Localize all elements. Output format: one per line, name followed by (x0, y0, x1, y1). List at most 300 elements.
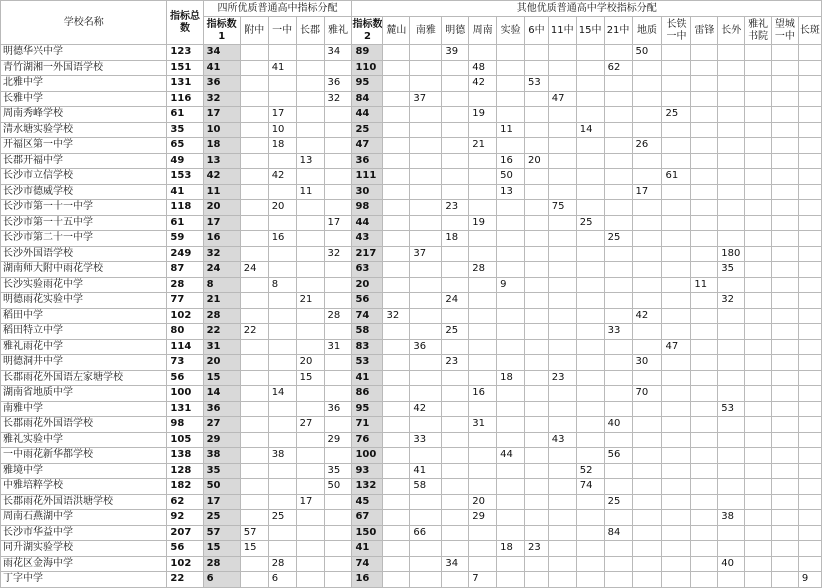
group2-value-cell (745, 308, 772, 324)
group2-value-cell (383, 448, 410, 464)
group1-value-cell (324, 355, 352, 371)
group2-value-cell (525, 293, 549, 309)
group2-value-cell (576, 525, 604, 541)
group2-value-cell (548, 107, 576, 123)
group2-value-cell (383, 215, 410, 231)
table-row (1, 510, 822, 526)
group2-value-cell (525, 494, 549, 510)
school-name-cell: 雅礼雨花中学 (1, 339, 167, 355)
group2-value-cell (691, 153, 718, 169)
total-quota-cell: 35 (167, 122, 203, 138)
group2-value-cell (691, 479, 718, 495)
header-g2-col: 地质 (632, 17, 662, 45)
header-g2-col: 长斑 (798, 17, 821, 45)
group2-value-cell (410, 572, 442, 588)
quota2-cell: 110 (352, 60, 383, 76)
group1-value-cell (324, 324, 352, 340)
group2-value-cell (497, 262, 525, 278)
total-quota-cell: 207 (167, 525, 203, 541)
group2-value-cell (691, 293, 718, 309)
group2-value-cell (772, 572, 799, 588)
group1-value-cell: 42 (268, 169, 296, 185)
group2-value-cell (383, 432, 410, 448)
group2-value-cell (798, 324, 821, 340)
group2-value-cell (576, 153, 604, 169)
table-row (1, 463, 822, 479)
table-row (1, 370, 822, 386)
group2-value-cell (383, 91, 410, 107)
group2-value-cell (798, 479, 821, 495)
table-row (1, 215, 822, 231)
group2-value-cell (718, 215, 745, 231)
group2-value-cell (745, 339, 772, 355)
group2-value-cell (410, 60, 442, 76)
school-name-cell: 稻田中学 (1, 308, 167, 324)
group2-value-cell (469, 541, 497, 557)
group2-value-cell (718, 417, 745, 433)
group2-value-cell (662, 324, 691, 340)
group2-value-cell (525, 525, 549, 541)
group2-value-cell (691, 494, 718, 510)
group2-value-cell (604, 91, 632, 107)
group2-value-cell (718, 138, 745, 154)
header-quota1: 指标数1 (203, 17, 240, 45)
quota1-cell: 57 (203, 525, 240, 541)
quota1-cell: 35 (203, 463, 240, 479)
group2-value-cell (745, 293, 772, 309)
total-quota-cell: 61 (167, 215, 203, 231)
quota1-cell: 36 (203, 401, 240, 417)
group2-value-cell (383, 494, 410, 510)
group1-value-cell (324, 417, 352, 433)
school-name-cell: 周南石燕湖中学 (1, 510, 167, 526)
school-name-cell: 长沙实验雨花中学 (1, 277, 167, 293)
quota2-cell: 95 (352, 76, 383, 92)
group1-value-cell: 22 (240, 324, 268, 340)
group2-value-cell: 13 (497, 184, 525, 200)
group2-value-cell (469, 479, 497, 495)
header-g2-col: 南雅 (410, 17, 442, 45)
group2-value-cell (772, 45, 799, 61)
quota2-cell: 89 (352, 45, 383, 61)
group2-value-cell (497, 308, 525, 324)
group2-value-cell (718, 153, 745, 169)
group2-value-cell (576, 246, 604, 262)
group2-value-cell (604, 339, 632, 355)
group2-value-cell (691, 370, 718, 386)
group2-value-cell (469, 231, 497, 247)
group2-value-cell (745, 107, 772, 123)
group1-value-cell (240, 231, 268, 247)
group2-value-cell (604, 463, 632, 479)
group1-value-cell: 17 (296, 494, 324, 510)
group2-value-cell (497, 355, 525, 371)
group2-value-cell (691, 60, 718, 76)
group2-value-cell (798, 231, 821, 247)
group2-value-cell (745, 246, 772, 262)
group2-value-cell (410, 231, 442, 247)
group2-value-cell (497, 432, 525, 448)
group1-value-cell (324, 541, 352, 557)
group1-value-cell (324, 572, 352, 588)
group2-value-cell (772, 293, 799, 309)
group2-value-cell (772, 107, 799, 123)
group2-value-cell (632, 432, 662, 448)
group2-value-cell (383, 541, 410, 557)
group2-value-cell (469, 401, 497, 417)
group2-value-cell (798, 138, 821, 154)
group2-value-cell (442, 525, 469, 541)
group1-value-cell (268, 262, 296, 278)
group2-value-cell (632, 215, 662, 231)
group2-value-cell (442, 401, 469, 417)
header-g1-col: 长郡 (296, 17, 324, 45)
school-name-cell: 长郡雨花外国语学校 (1, 417, 167, 433)
header-g1-col: 附中 (240, 17, 268, 45)
group1-value-cell (268, 45, 296, 61)
group1-value-cell: 28 (324, 308, 352, 324)
school-name-cell: 长雅中学 (1, 91, 167, 107)
group2-value-cell (576, 277, 604, 293)
group2-value-cell (798, 122, 821, 138)
group2-value-cell (548, 246, 576, 262)
group2-value-cell: 62 (604, 60, 632, 76)
quota2-cell: 217 (352, 246, 383, 262)
quota1-cell: 28 (203, 308, 240, 324)
header-school-name: 学校名称 (1, 1, 167, 45)
table-row (1, 45, 822, 61)
group2-value-cell (745, 556, 772, 572)
group2-value-cell (383, 293, 410, 309)
group2-value-cell (798, 386, 821, 402)
total-quota-cell: 249 (167, 246, 203, 262)
group2-value-cell (604, 479, 632, 495)
group2-value-cell (691, 510, 718, 526)
table-row (1, 262, 822, 278)
group1-value-cell (240, 200, 268, 216)
group2-value-cell (745, 169, 772, 185)
group2-value-cell (442, 76, 469, 92)
group2-value-cell (525, 91, 549, 107)
group2-value-cell (525, 432, 549, 448)
quota2-cell: 20 (352, 277, 383, 293)
group2-value-cell (632, 556, 662, 572)
group1-value-cell (296, 231, 324, 247)
total-quota-cell: 131 (167, 401, 203, 417)
group2-value-cell (442, 479, 469, 495)
school-name-cell: 清水塘实验学校 (1, 122, 167, 138)
quota1-cell: 8 (203, 277, 240, 293)
group1-value-cell: 31 (324, 339, 352, 355)
group2-value-cell (469, 246, 497, 262)
group2-value-cell (662, 277, 691, 293)
group1-value-cell: 6 (268, 572, 296, 588)
group2-value-cell (469, 324, 497, 340)
group2-value-cell: 20 (525, 153, 549, 169)
group2-value-cell (497, 572, 525, 588)
quota2-cell: 150 (352, 525, 383, 541)
group2-value-cell (691, 572, 718, 588)
group2-value-cell (772, 246, 799, 262)
group2-value-cell (798, 417, 821, 433)
quota2-cell: 83 (352, 339, 383, 355)
group1-value-cell: 15 (240, 541, 268, 557)
group2-value-cell (576, 200, 604, 216)
table-row (1, 76, 822, 92)
quota2-cell: 44 (352, 215, 383, 231)
total-quota-cell: 73 (167, 355, 203, 371)
group2-value-cell: 23 (442, 355, 469, 371)
group2-value-cell (798, 107, 821, 123)
total-quota-cell: 92 (167, 510, 203, 526)
total-quota-cell: 77 (167, 293, 203, 309)
group2-value-cell (772, 184, 799, 200)
group2-value-cell (576, 572, 604, 588)
group1-value-cell (240, 339, 268, 355)
group1-value-cell (240, 432, 268, 448)
group2-value-cell: 47 (548, 91, 576, 107)
group2-value-cell (383, 401, 410, 417)
table-body (1, 45, 822, 588)
group2-value-cell (469, 339, 497, 355)
group2-value-cell (662, 138, 691, 154)
group1-value-cell (324, 386, 352, 402)
group1-value-cell: 50 (324, 479, 352, 495)
header-total-quota: 指标总数 (167, 1, 203, 45)
quota1-cell: 16 (203, 231, 240, 247)
header-g2-col: 6中 (525, 17, 549, 45)
group2-value-cell (548, 169, 576, 185)
group2-value-cell (576, 556, 604, 572)
total-quota-cell: 102 (167, 308, 203, 324)
quota2-cell: 25 (352, 122, 383, 138)
table-row (1, 138, 822, 154)
group2-value-cell (525, 122, 549, 138)
group2-value-cell (798, 277, 821, 293)
group2-value-cell (662, 463, 691, 479)
group2-value-cell: 44 (497, 448, 525, 464)
group2-value-cell (745, 386, 772, 402)
quota2-cell: 45 (352, 494, 383, 510)
group2-value-cell: 25 (604, 494, 632, 510)
group2-value-cell (632, 572, 662, 588)
group2-value-cell (497, 246, 525, 262)
group2-value-cell (469, 122, 497, 138)
quota1-cell: 41 (203, 60, 240, 76)
group2-value-cell (525, 184, 549, 200)
group2-value-cell (442, 153, 469, 169)
group2-value-cell (548, 153, 576, 169)
group1-value-cell (296, 479, 324, 495)
group2-value-cell (745, 479, 772, 495)
group2-value-cell (442, 417, 469, 433)
group1-value-cell (296, 401, 324, 417)
group2-value-cell (718, 324, 745, 340)
group2-value-cell (548, 308, 576, 324)
header-g1-col: 雅礼 (324, 17, 352, 45)
quota2-cell: 86 (352, 386, 383, 402)
group2-value-cell (383, 231, 410, 247)
quota1-cell: 17 (203, 494, 240, 510)
group2-value-cell: 14 (576, 122, 604, 138)
group2-value-cell (383, 370, 410, 386)
group2-value-cell (604, 169, 632, 185)
group2-value-cell (798, 355, 821, 371)
group2-value-cell (798, 184, 821, 200)
group1-value-cell (268, 479, 296, 495)
group2-value-cell (745, 91, 772, 107)
group2-value-cell (525, 556, 549, 572)
group2-value-cell: 37 (410, 91, 442, 107)
group2-value-cell (525, 107, 549, 123)
group2-value-cell (632, 510, 662, 526)
group2-value-cell (691, 417, 718, 433)
group2-value-cell (691, 355, 718, 371)
total-quota-cell: 98 (167, 417, 203, 433)
group2-value-cell (383, 200, 410, 216)
group1-value-cell: 8 (268, 277, 296, 293)
group2-value-cell (798, 293, 821, 309)
group2-value-cell: 43 (548, 432, 576, 448)
school-name-cell: 周南秀峰学校 (1, 107, 167, 123)
group2-value-cell (798, 541, 821, 557)
total-quota-cell: 116 (167, 91, 203, 107)
group2-value-cell: 180 (718, 246, 745, 262)
group2-value-cell (632, 293, 662, 309)
total-quota-cell: 49 (167, 153, 203, 169)
group1-value-cell (296, 107, 324, 123)
group2-value-cell (525, 417, 549, 433)
group1-value-cell (268, 525, 296, 541)
group2-value-cell (662, 479, 691, 495)
group2-value-cell (576, 107, 604, 123)
quota1-cell: 42 (203, 169, 240, 185)
group2-value-cell (772, 339, 799, 355)
group2-value-cell (691, 215, 718, 231)
school-name-cell: 明德雨花实验中学 (1, 293, 167, 309)
group2-value-cell (691, 231, 718, 247)
table-row (1, 448, 822, 464)
table-row (1, 293, 822, 309)
group2-value-cell (632, 463, 662, 479)
total-quota-cell: 80 (167, 324, 203, 340)
group2-value-cell (410, 541, 442, 557)
group1-value-cell: 10 (268, 122, 296, 138)
total-quota-cell: 41 (167, 184, 203, 200)
group2-value-cell (691, 262, 718, 278)
group1-value-cell (324, 107, 352, 123)
group2-value-cell (772, 76, 799, 92)
group2-value-cell (798, 308, 821, 324)
group2-value-cell (410, 355, 442, 371)
group1-value-cell (324, 556, 352, 572)
group2-value-cell (604, 556, 632, 572)
table-row (1, 122, 822, 138)
total-quota-cell: 151 (167, 60, 203, 76)
group2-value-cell (383, 277, 410, 293)
group2-value-cell (662, 200, 691, 216)
group2-value-cell (798, 169, 821, 185)
group2-value-cell (662, 432, 691, 448)
group2-value-cell (662, 45, 691, 61)
group2-value-cell: 42 (469, 76, 497, 92)
group2-value-cell (383, 246, 410, 262)
group2-value-cell (383, 386, 410, 402)
quota2-cell: 67 (352, 510, 383, 526)
group2-value-cell: 33 (604, 324, 632, 340)
header-g2-col: 周南 (469, 17, 497, 45)
group2-value-cell: 53 (718, 401, 745, 417)
group2-value-cell (548, 510, 576, 526)
group1-value-cell (296, 76, 324, 92)
group2-value-cell (604, 370, 632, 386)
total-quota-cell: 61 (167, 107, 203, 123)
group1-value-cell (324, 525, 352, 541)
group1-value-cell (296, 339, 324, 355)
group2-value-cell (497, 60, 525, 76)
group1-value-cell (324, 494, 352, 510)
group2-value-cell (662, 510, 691, 526)
school-name-cell: 雅境中学 (1, 463, 167, 479)
group2-value-cell (691, 386, 718, 402)
group2-value-cell: 18 (442, 231, 469, 247)
group1-value-cell (296, 246, 324, 262)
group2-value-cell (548, 401, 576, 417)
group2-value-cell: 26 (632, 138, 662, 154)
group1-value-cell (296, 572, 324, 588)
group2-value-cell (691, 541, 718, 557)
group2-value-cell (772, 463, 799, 479)
group2-value-cell (772, 479, 799, 495)
group2-value-cell (442, 448, 469, 464)
group2-value-cell (604, 293, 632, 309)
group2-value-cell (798, 339, 821, 355)
group2-value-cell (632, 122, 662, 138)
group2-value-cell (548, 231, 576, 247)
group2-value-cell: 40 (604, 417, 632, 433)
header-g2-col: 15中 (576, 17, 604, 45)
group2-value-cell (662, 448, 691, 464)
group2-value-cell (718, 525, 745, 541)
group2-value-cell: 70 (632, 386, 662, 402)
total-quota-cell: 114 (167, 339, 203, 355)
group2-value-cell (442, 541, 469, 557)
group2-value-cell (383, 479, 410, 495)
group2-value-cell (632, 401, 662, 417)
table-row (1, 401, 822, 417)
group2-value-cell (604, 355, 632, 371)
group2-value-cell (442, 246, 469, 262)
group2-value-cell (632, 153, 662, 169)
quota2-cell: 95 (352, 401, 383, 417)
group2-value-cell (772, 91, 799, 107)
group2-value-cell (469, 370, 497, 386)
table-row (1, 525, 822, 541)
total-quota-cell: 65 (167, 138, 203, 154)
group2-value-cell (691, 184, 718, 200)
group1-value-cell: 17 (268, 107, 296, 123)
group2-value-cell (548, 494, 576, 510)
group2-value-cell (442, 91, 469, 107)
total-quota-cell: 56 (167, 541, 203, 557)
quota2-cell: 98 (352, 200, 383, 216)
group2-value-cell (772, 386, 799, 402)
group2-value-cell: 16 (469, 386, 497, 402)
group2-value-cell (718, 122, 745, 138)
group2-value-cell: 7 (469, 572, 497, 588)
group2-value-cell: 50 (497, 169, 525, 185)
group1-value-cell (296, 138, 324, 154)
